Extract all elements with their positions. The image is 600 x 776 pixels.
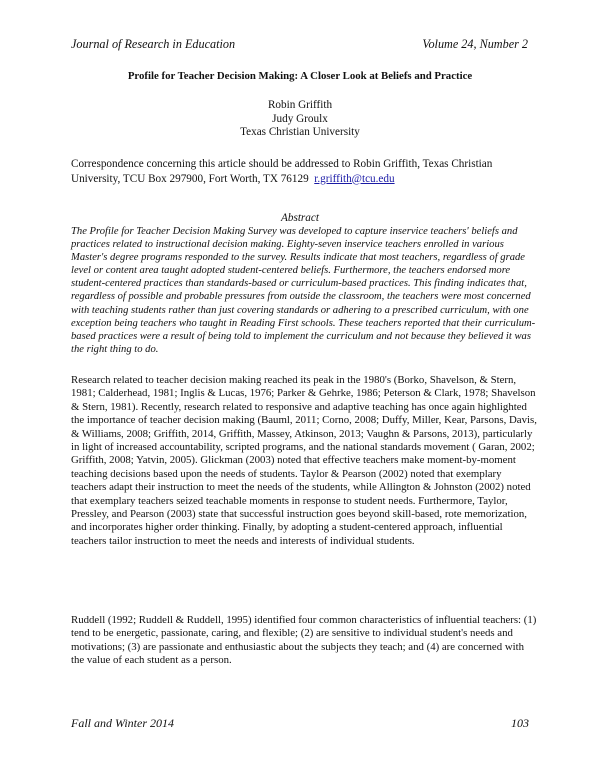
correspondence-text: Correspondence concerning this article should be addressed to Robin Griffith, Texas Christian University, TCU Box 297900, Fort Worth, TX 76129	[71, 158, 493, 185]
running-header-volume: Volume 24, Number 2	[422, 37, 528, 51]
body-paragraph: Ruddell (1992; Ruddell & Ruddell, 1995) identified four common characteristics of influential teachers: (1) tend to be energetic, passionate, caring, and flexible; (2) are sensitive to individual student's needs and motivations; (3) are passionate and enthusiastic about the subjects they teach; and (4) are concerned with the value of each student as a person.	[71, 614, 537, 667]
article-title: Profile for Teacher Decision Making: A Closer Look at Beliefs and Practice	[127, 70, 473, 82]
abstract-heading: Abstract	[281, 212, 319, 224]
email-link[interactable]: r.griffith@tcu.edu	[314, 172, 395, 185]
running-header-journal: Journal of Research in Education	[71, 37, 236, 51]
author-name: Robin Griffith	[267, 99, 333, 111]
body-paragraph: Research related to teacher decision making reached its peak in the 1980's (Borko, Shavelson, & Stern, 1981; Calderhead, 1981; Inglis & Lucas, 1976; Parker & Gehrke, 1986; Peterson & Clark, 1978; Shavelson & Stern, 1981). Recently, research related to responsive and adaptive teaching has once again highlighted the importance of teacher decision making (Bauml, 2011; Corno, 2008; Duffy, Miller, Kear, Parsons, Davis, & Williams, 2008; Griffith, 2014, Griffith, Massey, Atkinson, 2013; Vaughn & Parsons, 2013), particularly in light of increased accountability, scripted programs, and the national standards movement ( Garan, 2002; Griffith, 2008; Yatvin, 2005). Glickman (2003) noted that effective teachers make moment-by-moment teaching decisions based upon the needs of students. Taylor & Pearson (2002) noted that exemplary teachers adapt their instruction to meet the needs of the students, while Allington & Johnston (2002) noted that exemplary teachers seized teachable moments in response to student needs. Furthermore, Taylor, Pressley, and Pearson (2003) state that successful instruction goes beyond skill-based, rote memorization, and incorporates higher order thinking. Finally, by adopting a student-centered approach, influential teachers tailor instruction to meet the needs and interests of individual students.	[71, 374, 537, 547]
author-block	[0, 99, 600, 140]
abstract-body: The Profile for Teacher Decision Making Survey was developed to capture inservice teachers' beliefs and practices related to instructional decision making. Eighty-seven inservice teachers enrolled in various Master's degree programs responded to the survey. Results indicate that most teachers, regardless of grade level or content area taught adopted student-centered beliefs. Furthermore, the teachers endorsed more student-centered practices than standards-based or curriculum-based practices. This finding indicates that, regardless of possible and probable pressures from outside the classroom, the teachers were most concerned with teaching students rather than just covering standards or adhering to a prescribed curriculum, with one exception being teachers who taught in Reading First schools. These teachers reported that their curriculum-based practices were a result of being told to implement the curriculum and not because they believed it was the right thing to do.	[71, 226, 536, 355]
author-name: Judy Groulx	[272, 112, 328, 125]
author-affiliation: Texas Christian University	[240, 126, 360, 138]
correspondence-note	[71, 157, 541, 186]
footer-page-number: 103	[511, 716, 529, 730]
footer-issue: Fall and Winter 2014	[71, 716, 174, 730]
